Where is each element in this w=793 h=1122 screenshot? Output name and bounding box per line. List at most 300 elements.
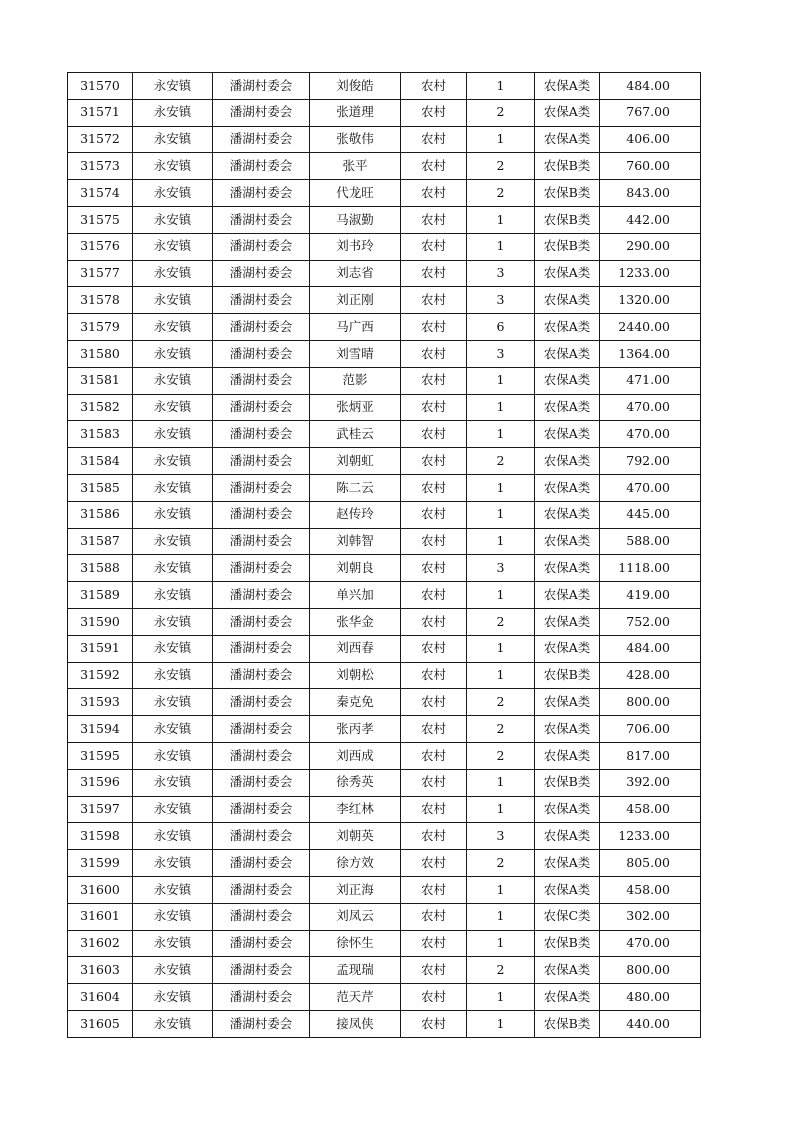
count-cell: 2 xyxy=(467,99,535,126)
category-cell: 农保A类 xyxy=(535,528,600,555)
category-cell: 农保A类 xyxy=(535,555,600,582)
amount-cell: 817.00 xyxy=(600,742,701,769)
count-cell: 2 xyxy=(467,716,535,743)
household-type-cell: 农村 xyxy=(401,421,467,448)
amount-cell: 458.00 xyxy=(600,876,701,903)
village-committee-cell: 潘湖村委会 xyxy=(213,126,310,153)
record-id-cell: 31596 xyxy=(68,769,133,796)
amount-cell: 419.00 xyxy=(600,582,701,609)
count-cell: 1 xyxy=(467,126,535,153)
town-cell: 永安镇 xyxy=(133,474,213,501)
record-id-cell: 31594 xyxy=(68,716,133,743)
name-cell: 单兴加 xyxy=(310,582,401,609)
record-id-cell: 31571 xyxy=(68,99,133,126)
category-cell: 农保A类 xyxy=(535,689,600,716)
table-row xyxy=(68,662,701,689)
table-row xyxy=(68,340,701,367)
village-committee-cell: 潘湖村委会 xyxy=(213,555,310,582)
category-cell: 农保B类 xyxy=(535,206,600,233)
town-cell: 永安镇 xyxy=(133,582,213,609)
record-id-cell: 31598 xyxy=(68,823,133,850)
amount-cell: 1320.00 xyxy=(600,287,701,314)
town-cell: 永安镇 xyxy=(133,180,213,207)
category-cell: 农保A类 xyxy=(535,474,600,501)
count-cell: 2 xyxy=(467,689,535,716)
table-row xyxy=(68,73,701,100)
household-type-cell: 农村 xyxy=(401,796,467,823)
name-cell: 秦克免 xyxy=(310,689,401,716)
town-cell: 永安镇 xyxy=(133,742,213,769)
table-row xyxy=(68,957,701,984)
category-cell: 农保A类 xyxy=(535,742,600,769)
village-committee-cell: 潘湖村委会 xyxy=(213,823,310,850)
household-type-cell: 农村 xyxy=(401,474,467,501)
count-cell: 1 xyxy=(467,582,535,609)
name-cell: 张平 xyxy=(310,153,401,180)
category-cell: 农保A类 xyxy=(535,582,600,609)
table-row xyxy=(68,474,701,501)
table-row xyxy=(68,903,701,930)
category-cell: 农保A类 xyxy=(535,287,600,314)
household-type-cell: 农村 xyxy=(401,689,467,716)
name-cell: 刘书玲 xyxy=(310,233,401,260)
amount-cell: 470.00 xyxy=(600,394,701,421)
name-cell: 徐秀英 xyxy=(310,769,401,796)
village-committee-cell: 潘湖村委会 xyxy=(213,984,310,1011)
household-type-cell: 农村 xyxy=(401,448,467,475)
count-cell: 1 xyxy=(467,73,535,100)
category-cell: 农保A类 xyxy=(535,394,600,421)
table-row xyxy=(68,260,701,287)
record-id-cell: 31595 xyxy=(68,742,133,769)
amount-cell: 752.00 xyxy=(600,608,701,635)
village-committee-cell: 潘湖村委会 xyxy=(213,153,310,180)
town-cell: 永安镇 xyxy=(133,608,213,635)
table-body xyxy=(68,73,701,1038)
town-cell: 永安镇 xyxy=(133,314,213,341)
household-type-cell: 农村 xyxy=(401,367,467,394)
village-committee-cell: 潘湖村委会 xyxy=(213,689,310,716)
amount-cell: 470.00 xyxy=(600,421,701,448)
household-type-cell: 农村 xyxy=(401,528,467,555)
household-type-cell: 农村 xyxy=(401,206,467,233)
count-cell: 1 xyxy=(467,206,535,233)
household-type-cell: 农村 xyxy=(401,769,467,796)
category-cell: 农保A类 xyxy=(535,635,600,662)
amount-cell: 1364.00 xyxy=(600,340,701,367)
table-row xyxy=(68,1010,701,1037)
town-cell: 永安镇 xyxy=(133,99,213,126)
town-cell: 永安镇 xyxy=(133,340,213,367)
household-type-cell: 农村 xyxy=(401,394,467,421)
record-id-cell: 31586 xyxy=(68,501,133,528)
count-cell: 1 xyxy=(467,233,535,260)
table-row xyxy=(68,180,701,207)
count-cell: 1 xyxy=(467,635,535,662)
name-cell: 张丙孝 xyxy=(310,716,401,743)
name-cell: 刘西成 xyxy=(310,742,401,769)
name-cell: 张道理 xyxy=(310,99,401,126)
record-id-cell: 31603 xyxy=(68,957,133,984)
town-cell: 永安镇 xyxy=(133,153,213,180)
table-row xyxy=(68,233,701,260)
village-committee-cell: 潘湖村委会 xyxy=(213,635,310,662)
town-cell: 永安镇 xyxy=(133,957,213,984)
count-cell: 2 xyxy=(467,850,535,877)
town-cell: 永安镇 xyxy=(133,635,213,662)
table-row xyxy=(68,930,701,957)
town-cell: 永安镇 xyxy=(133,903,213,930)
amount-cell: 470.00 xyxy=(600,930,701,957)
amount-cell: 1118.00 xyxy=(600,555,701,582)
category-cell: 农保C类 xyxy=(535,903,600,930)
village-committee-cell: 潘湖村委会 xyxy=(213,421,310,448)
name-cell: 刘志省 xyxy=(310,260,401,287)
table-row xyxy=(68,769,701,796)
category-cell: 农保A类 xyxy=(535,126,600,153)
category-cell: 农保A类 xyxy=(535,501,600,528)
town-cell: 永安镇 xyxy=(133,367,213,394)
record-id-cell: 31601 xyxy=(68,903,133,930)
category-cell: 农保B类 xyxy=(535,153,600,180)
name-cell: 马淑勤 xyxy=(310,206,401,233)
village-committee-cell: 潘湖村委会 xyxy=(213,73,310,100)
household-type-cell: 农村 xyxy=(401,126,467,153)
household-type-cell: 农村 xyxy=(401,662,467,689)
count-cell: 1 xyxy=(467,1010,535,1037)
record-id-cell: 31577 xyxy=(68,260,133,287)
name-cell: 刘俊皓 xyxy=(310,73,401,100)
category-cell: 农保B类 xyxy=(535,769,600,796)
table-row xyxy=(68,528,701,555)
count-cell: 1 xyxy=(467,662,535,689)
household-type-cell: 农村 xyxy=(401,850,467,877)
amount-cell: 843.00 xyxy=(600,180,701,207)
record-id-cell: 31582 xyxy=(68,394,133,421)
category-cell: 农保A类 xyxy=(535,876,600,903)
category-cell: 农保A类 xyxy=(535,367,600,394)
village-committee-cell: 潘湖村委会 xyxy=(213,180,310,207)
amount-cell: 458.00 xyxy=(600,796,701,823)
name-cell: 孟现瑞 xyxy=(310,957,401,984)
household-type-cell: 农村 xyxy=(401,287,467,314)
count-cell: 1 xyxy=(467,528,535,555)
household-type-cell: 农村 xyxy=(401,930,467,957)
town-cell: 永安镇 xyxy=(133,769,213,796)
amount-cell: 805.00 xyxy=(600,850,701,877)
village-committee-cell: 潘湖村委会 xyxy=(213,903,310,930)
town-cell: 永安镇 xyxy=(133,394,213,421)
record-id-cell: 31605 xyxy=(68,1010,133,1037)
amount-cell: 484.00 xyxy=(600,73,701,100)
table-row xyxy=(68,689,701,716)
category-cell: 农保A类 xyxy=(535,314,600,341)
household-type-cell: 农村 xyxy=(401,903,467,930)
household-type-cell: 农村 xyxy=(401,555,467,582)
category-cell: 农保A类 xyxy=(535,984,600,1011)
table-row xyxy=(68,796,701,823)
table-row xyxy=(68,153,701,180)
amount-cell: 428.00 xyxy=(600,662,701,689)
village-committee-cell: 潘湖村委会 xyxy=(213,582,310,609)
count-cell: 1 xyxy=(467,394,535,421)
name-cell: 刘朝英 xyxy=(310,823,401,850)
village-committee-cell: 潘湖村委会 xyxy=(213,260,310,287)
village-committee-cell: 潘湖村委会 xyxy=(213,287,310,314)
village-committee-cell: 潘湖村委会 xyxy=(213,314,310,341)
village-committee-cell: 潘湖村委会 xyxy=(213,957,310,984)
household-type-cell: 农村 xyxy=(401,742,467,769)
name-cell: 徐方效 xyxy=(310,850,401,877)
name-cell: 刘正刚 xyxy=(310,287,401,314)
household-type-cell: 农村 xyxy=(401,260,467,287)
table-row xyxy=(68,850,701,877)
village-committee-cell: 潘湖村委会 xyxy=(213,394,310,421)
village-committee-cell: 潘湖村委会 xyxy=(213,850,310,877)
name-cell: 刘正海 xyxy=(310,876,401,903)
table-row xyxy=(68,823,701,850)
name-cell: 赵传玲 xyxy=(310,501,401,528)
town-cell: 永安镇 xyxy=(133,421,213,448)
village-committee-cell: 潘湖村委会 xyxy=(213,742,310,769)
name-cell: 徐怀生 xyxy=(310,930,401,957)
village-committee-cell: 潘湖村委会 xyxy=(213,233,310,260)
household-type-cell: 农村 xyxy=(401,73,467,100)
amount-cell: 392.00 xyxy=(600,769,701,796)
village-committee-cell: 潘湖村委会 xyxy=(213,340,310,367)
record-id-cell: 31590 xyxy=(68,608,133,635)
household-type-cell: 农村 xyxy=(401,1010,467,1037)
household-type-cell: 农村 xyxy=(401,876,467,903)
village-committee-cell: 潘湖村委会 xyxy=(213,501,310,528)
table-row xyxy=(68,421,701,448)
name-cell: 范影 xyxy=(310,367,401,394)
count-cell: 1 xyxy=(467,984,535,1011)
village-committee-cell: 潘湖村委会 xyxy=(213,608,310,635)
name-cell: 范天芹 xyxy=(310,984,401,1011)
amount-cell: 800.00 xyxy=(600,957,701,984)
town-cell: 永安镇 xyxy=(133,930,213,957)
category-cell: 农保A类 xyxy=(535,608,600,635)
town-cell: 永安镇 xyxy=(133,689,213,716)
name-cell: 张敬伟 xyxy=(310,126,401,153)
amount-cell: 445.00 xyxy=(600,501,701,528)
table-row xyxy=(68,716,701,743)
household-type-cell: 农村 xyxy=(401,984,467,1011)
record-id-cell: 31593 xyxy=(68,689,133,716)
village-committee-cell: 潘湖村委会 xyxy=(213,528,310,555)
household-type-cell: 农村 xyxy=(401,608,467,635)
amount-cell: 484.00 xyxy=(600,635,701,662)
count-cell: 6 xyxy=(467,314,535,341)
table-row xyxy=(68,608,701,635)
amount-cell: 792.00 xyxy=(600,448,701,475)
town-cell: 永安镇 xyxy=(133,126,213,153)
category-cell: 农保A类 xyxy=(535,448,600,475)
record-id-cell: 31600 xyxy=(68,876,133,903)
household-type-cell: 农村 xyxy=(401,340,467,367)
count-cell: 3 xyxy=(467,260,535,287)
village-committee-cell: 潘湖村委会 xyxy=(213,448,310,475)
town-cell: 永安镇 xyxy=(133,984,213,1011)
record-id-cell: 31570 xyxy=(68,73,133,100)
town-cell: 永安镇 xyxy=(133,528,213,555)
table-row xyxy=(68,555,701,582)
household-type-cell: 农村 xyxy=(401,180,467,207)
record-id-cell: 31579 xyxy=(68,314,133,341)
table-row xyxy=(68,635,701,662)
amount-cell: 1233.00 xyxy=(600,823,701,850)
household-type-cell: 农村 xyxy=(401,823,467,850)
town-cell: 永安镇 xyxy=(133,823,213,850)
table-row xyxy=(68,876,701,903)
name-cell: 刘朝虹 xyxy=(310,448,401,475)
village-committee-cell: 潘湖村委会 xyxy=(213,876,310,903)
amount-cell: 302.00 xyxy=(600,903,701,930)
name-cell: 马广西 xyxy=(310,314,401,341)
count-cell: 3 xyxy=(467,823,535,850)
village-committee-cell: 潘湖村委会 xyxy=(213,367,310,394)
table-row xyxy=(68,501,701,528)
count-cell: 1 xyxy=(467,903,535,930)
record-id-cell: 31576 xyxy=(68,233,133,260)
table-row xyxy=(68,742,701,769)
amount-cell: 406.00 xyxy=(600,126,701,153)
table-row xyxy=(68,99,701,126)
category-cell: 农保B类 xyxy=(535,1010,600,1037)
record-id-cell: 31592 xyxy=(68,662,133,689)
count-cell: 1 xyxy=(467,421,535,448)
record-id-cell: 31589 xyxy=(68,582,133,609)
town-cell: 永安镇 xyxy=(133,876,213,903)
count-cell: 1 xyxy=(467,474,535,501)
table-row xyxy=(68,394,701,421)
name-cell: 刘雪晴 xyxy=(310,340,401,367)
record-id-cell: 31572 xyxy=(68,126,133,153)
count-cell: 2 xyxy=(467,608,535,635)
record-id-cell: 31597 xyxy=(68,796,133,823)
village-committee-cell: 潘湖村委会 xyxy=(213,796,310,823)
category-cell: 农保A类 xyxy=(535,796,600,823)
town-cell: 永安镇 xyxy=(133,448,213,475)
category-cell: 农保A类 xyxy=(535,73,600,100)
table-row xyxy=(68,582,701,609)
household-type-cell: 农村 xyxy=(401,582,467,609)
record-id-cell: 31599 xyxy=(68,850,133,877)
count-cell: 3 xyxy=(467,340,535,367)
data-table xyxy=(67,72,701,1038)
household-type-cell: 农村 xyxy=(401,153,467,180)
record-id-cell: 31588 xyxy=(68,555,133,582)
amount-cell: 767.00 xyxy=(600,99,701,126)
village-committee-cell: 潘湖村委会 xyxy=(213,206,310,233)
record-id-cell: 31581 xyxy=(68,367,133,394)
town-cell: 永安镇 xyxy=(133,501,213,528)
household-type-cell: 农村 xyxy=(401,233,467,260)
table-row xyxy=(68,126,701,153)
name-cell: 刘西春 xyxy=(310,635,401,662)
table-row xyxy=(68,314,701,341)
category-cell: 农保B类 xyxy=(535,930,600,957)
town-cell: 永安镇 xyxy=(133,850,213,877)
count-cell: 3 xyxy=(467,555,535,582)
village-committee-cell: 潘湖村委会 xyxy=(213,99,310,126)
table-row xyxy=(68,984,701,1011)
record-id-cell: 31587 xyxy=(68,528,133,555)
count-cell: 2 xyxy=(467,957,535,984)
village-committee-cell: 潘湖村委会 xyxy=(213,474,310,501)
record-id-cell: 31591 xyxy=(68,635,133,662)
record-id-cell: 31578 xyxy=(68,287,133,314)
category-cell: 农保B类 xyxy=(535,233,600,260)
count-cell: 1 xyxy=(467,769,535,796)
category-cell: 农保A类 xyxy=(535,850,600,877)
amount-cell: 800.00 xyxy=(600,689,701,716)
amount-cell: 290.00 xyxy=(600,233,701,260)
town-cell: 永安镇 xyxy=(133,206,213,233)
household-type-cell: 农村 xyxy=(401,99,467,126)
amount-cell: 442.00 xyxy=(600,206,701,233)
household-type-cell: 农村 xyxy=(401,635,467,662)
amount-cell: 470.00 xyxy=(600,474,701,501)
amount-cell: 588.00 xyxy=(600,528,701,555)
category-cell: 农保A类 xyxy=(535,260,600,287)
town-cell: 永安镇 xyxy=(133,233,213,260)
record-id-cell: 31585 xyxy=(68,474,133,501)
category-cell: 农保A类 xyxy=(535,340,600,367)
record-id-cell: 31604 xyxy=(68,984,133,1011)
household-type-cell: 农村 xyxy=(401,957,467,984)
name-cell: 武桂云 xyxy=(310,421,401,448)
name-cell: 刘韩智 xyxy=(310,528,401,555)
town-cell: 永安镇 xyxy=(133,555,213,582)
record-id-cell: 31575 xyxy=(68,206,133,233)
record-id-cell: 31583 xyxy=(68,421,133,448)
household-type-cell: 农村 xyxy=(401,501,467,528)
village-committee-cell: 潘湖村委会 xyxy=(213,662,310,689)
amount-cell: 480.00 xyxy=(600,984,701,1011)
count-cell: 2 xyxy=(467,448,535,475)
record-id-cell: 31574 xyxy=(68,180,133,207)
table-row xyxy=(68,287,701,314)
table-row xyxy=(68,206,701,233)
amount-cell: 2440.00 xyxy=(600,314,701,341)
count-cell: 1 xyxy=(467,876,535,903)
category-cell: 农保A类 xyxy=(535,99,600,126)
amount-cell: 1233.00 xyxy=(600,260,701,287)
count-cell: 2 xyxy=(467,180,535,207)
village-committee-cell: 潘湖村委会 xyxy=(213,769,310,796)
household-type-cell: 农村 xyxy=(401,314,467,341)
name-cell: 刘朝松 xyxy=(310,662,401,689)
village-committee-cell: 潘湖村委会 xyxy=(213,1010,310,1037)
record-id-cell: 31573 xyxy=(68,153,133,180)
name-cell: 陈二云 xyxy=(310,474,401,501)
name-cell: 代龙旺 xyxy=(310,180,401,207)
name-cell: 张炳亚 xyxy=(310,394,401,421)
table-row xyxy=(68,448,701,475)
village-committee-cell: 潘湖村委会 xyxy=(213,930,310,957)
town-cell: 永安镇 xyxy=(133,73,213,100)
category-cell: 农保B类 xyxy=(535,180,600,207)
category-cell: 农保A类 xyxy=(535,421,600,448)
name-cell: 李红林 xyxy=(310,796,401,823)
record-id-cell: 31580 xyxy=(68,340,133,367)
count-cell: 1 xyxy=(467,367,535,394)
category-cell: 农保B类 xyxy=(535,662,600,689)
town-cell: 永安镇 xyxy=(133,796,213,823)
name-cell: 刘凤云 xyxy=(310,903,401,930)
